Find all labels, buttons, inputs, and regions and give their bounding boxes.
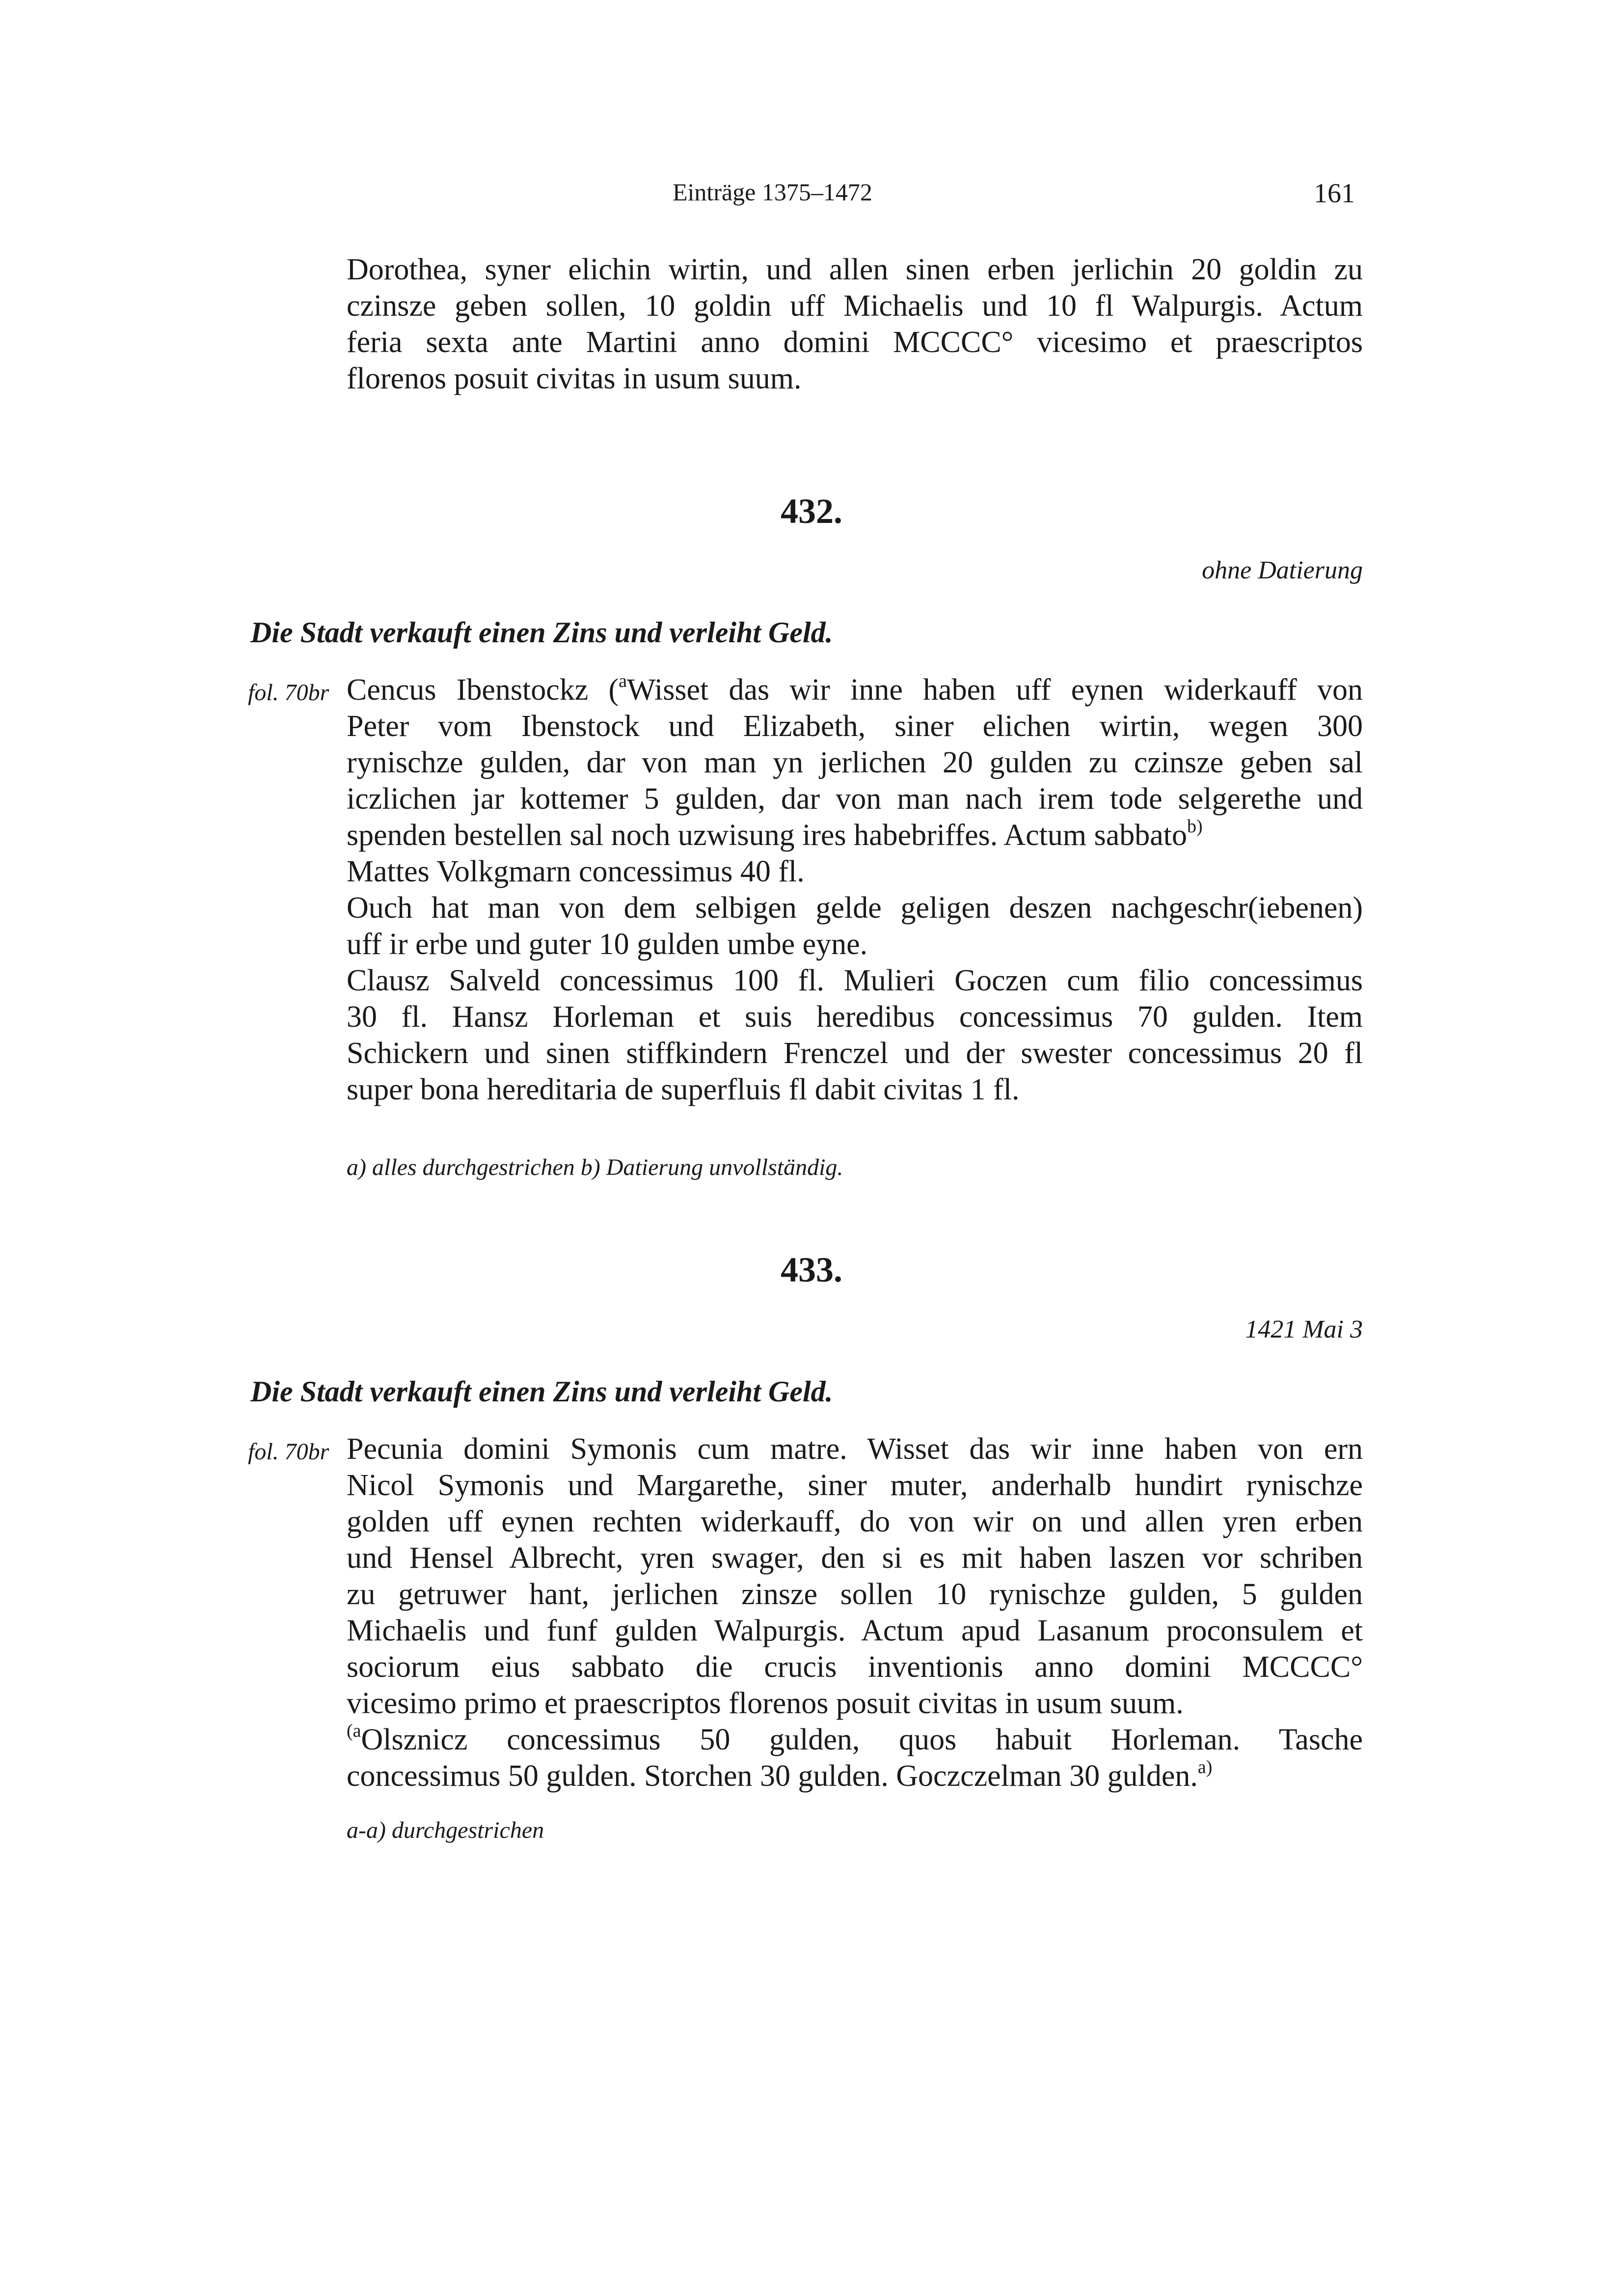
text-line: feria sexta ante Martini anno domini MCCCC° vicesimo et praescriptos [347, 326, 1363, 359]
text-segment: Olsznicz concessimus 50 gulden, quos habuit Horleman. Tasche [361, 1723, 1363, 1756]
text-line [347, 1758, 1363, 1794]
text-segment: spenden bestellen sal noch uzwisung ires habebriffes. Actum sabbato [347, 819, 1188, 852]
text-line: Michaelis und funf gulden Walpurgis. Actum apud Lasanum proconsulem et [347, 1614, 1363, 1647]
entry-text-433 [347, 1431, 1363, 1794]
text-line: rynischze gulden, dar von man yn jerlichen 20 gulden zu czinsze geben sal [347, 746, 1363, 779]
text-segment: Cencus Ibenstockz ( [347, 673, 619, 707]
text-line: Clausz Salveld concessimus 100 fl. Mulieri Goczen cum filio concessimus [347, 964, 1363, 997]
text-segment: concessimus 50 gulden. Storchen 30 gulden. Goczczelman 30 gulden. [347, 1759, 1198, 1793]
footnote-marker: a [619, 671, 627, 692]
intro-paragraph [347, 251, 1363, 397]
entry-text-432 [347, 672, 1363, 1108]
text-line: iczlichen jar kottemer 5 gulden, dar von man nach irem tode selgerethe und [347, 782, 1363, 816]
text-line: golden uff eynen rechten widerkauff, do von wir on und allen yren erben [347, 1505, 1363, 1538]
text-line: Peter vom Ibenstock und Elizabeth, siner elichen wirtin, wegen 300 [347, 710, 1363, 743]
text-line: und Hensel Albrecht, yren swager, den si es mit haben laszen vor schriben [347, 1541, 1363, 1575]
text-line: Schickern und sinen stiffkindern Frenczel und der swester concessimus 20 fl [347, 1037, 1363, 1070]
text-line: Mattes Volkgmarn concessimus 40 fl. [347, 855, 805, 888]
entry-number-432: 432. [781, 492, 842, 531]
text-line: Nicol Symonis und Margarethe, siner muter, anderhalb hundirt rynischze [347, 1469, 1363, 1502]
text-line: Pecunia domini Symonis cum matre. Wisset das wir inne haben von ern [347, 1432, 1363, 1466]
text-segment: Wisset das wir inne haben uff eynen widerkauff von [627, 673, 1363, 707]
text-line: Dorothea, syner elichin wirtin, und allen sinen erben jerlichin 20 goldin zu [347, 253, 1363, 286]
text-line: sociorum eius sabbato die crucis inventionis anno domini MCCCC° [347, 1650, 1363, 1684]
text-line: super bona hereditaria de superfluis fl dabit civitas 1 fl. [347, 1073, 1020, 1106]
entry-number-433: 433. [781, 1250, 842, 1289]
text-line [347, 672, 1363, 708]
folio-reference-432: fol. 70br [248, 680, 329, 706]
entry-dating-433: 1421 Mai 3 [1245, 1315, 1363, 1343]
running-title: Einträge 1375–1472 [673, 178, 872, 206]
footnote-marker: (a [347, 1721, 361, 1742]
entry-title-432: Die Stadt verkauft einen Zins und verleiht Geld. [250, 616, 833, 649]
footnote-marker: a) [1197, 1757, 1213, 1778]
text-line: czinsze geben sollen, 10 goldin uff Michaelis und 10 fl Walpurgis. Actum [347, 289, 1363, 323]
page-number: 161 [1314, 178, 1355, 209]
text-line: uff ir erbe und guter 10 gulden umbe eyne. [347, 928, 868, 961]
folio-reference-433: fol. 70br [248, 1439, 329, 1465]
footnote-433: a-a) durchgestrichen [347, 1817, 544, 1843]
text-line [347, 1722, 1363, 1758]
text-line: zu getruwer hant, jerlichen zinsze sollen 10 rynischze gulden, 5 gulden [347, 1578, 1363, 1611]
text-line: Ouch hat man von dem selbigen gelde geligen deszen nachgeschr(iebenen) [347, 891, 1363, 925]
entry-title-433: Die Stadt verkauft einen Zins und verleiht Geld. [250, 1375, 833, 1408]
running-head [0, 178, 1623, 217]
text-line: florenos posuit civitas in usum suum. [347, 362, 802, 395]
text-line: vicesimo primo et praescriptos florenos posuit civitas in usum suum. [347, 1687, 1184, 1720]
entry-dating-432: ohne Datierung [1202, 556, 1363, 584]
text-line: 30 fl. Hansz Horleman et suis heredibus concessimus 70 gulden. Item [347, 1000, 1363, 1034]
footnote-432: a) alles durchgestrichen b) Datierung unvollständig. [347, 1154, 843, 1180]
text-line [347, 817, 1363, 853]
footnote-marker: b) [1187, 816, 1203, 837]
